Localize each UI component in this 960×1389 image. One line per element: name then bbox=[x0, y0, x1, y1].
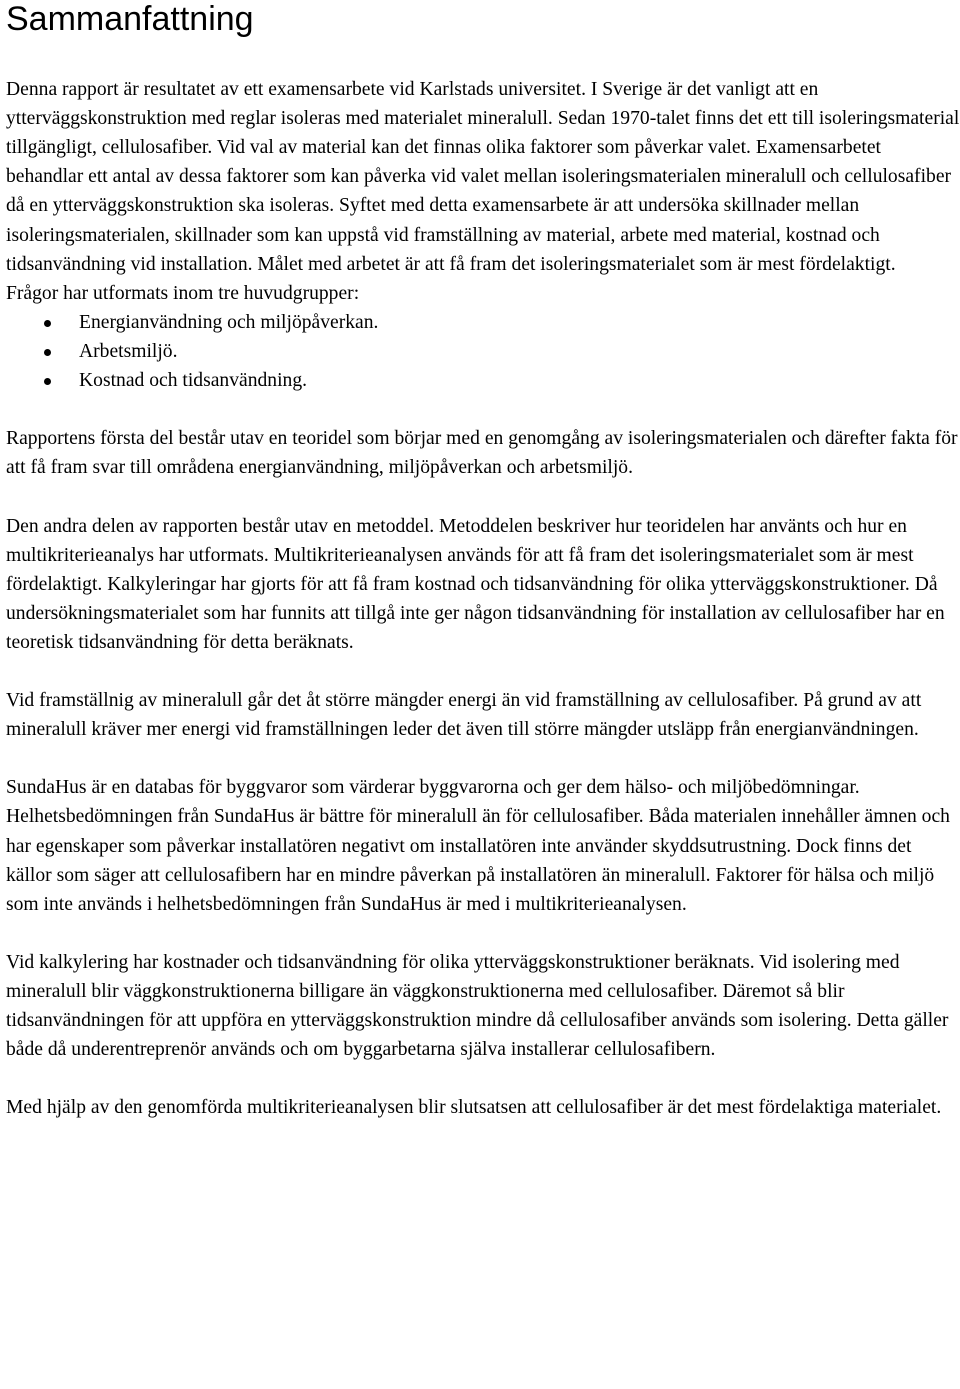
list-item-text: Energianvändning och miljöpåverkan. bbox=[79, 311, 379, 333]
list-item bbox=[6, 337, 960, 366]
list-item-text: Kostnad och tidsanvändning. bbox=[79, 370, 308, 392]
question-groups-list bbox=[6, 308, 960, 395]
bullet-icon bbox=[44, 378, 51, 385]
paragraph-method: Den andra delen av rapporten består utav en metoddel. Metoddelen beskriver hur teoridelen har använts och hur en multikriterieanalys har utformats. Multikriterieanalysen används för att få fram det isoleringsmaterialet som är mest fördelaktigt. Kalkyleringar har gjorts för att få fram kostnad och tidsanvändning för olika ytterväggskonstruktioner. Då undersökningsmaterialet som har funnits att tillgå inte ger någon tidsanvändning för installation av cellulosafiber har en teoretisk tidsanvändning för detta beräknats. bbox=[6, 515, 945, 653]
spacer bbox=[6, 1064, 960, 1093]
bullet-icon bbox=[44, 320, 51, 327]
spacer bbox=[6, 482, 960, 511]
spacer bbox=[6, 919, 960, 948]
spacer bbox=[6, 744, 960, 773]
list-item bbox=[6, 366, 960, 395]
paragraph-structure: Rapportens första del består utav en teoridel som börjar med en genomgång av isoleringsmaterialen och därefter fakta för att få fram svar till områdena energianvändning, miljöpåverkan och arbetsmiljö. bbox=[6, 428, 958, 479]
list-intro: Frågor har utformats inom tre huvudgrupper: bbox=[6, 282, 360, 304]
page-title: Sammanfattning bbox=[6, 0, 254, 38]
spacer bbox=[6, 657, 960, 686]
summary-body bbox=[6, 46, 960, 1122]
paragraph-energy: Vid framställnig av mineralull går det åt större mängder energi än vid framställning av cellulosafiber. På grund av att mineralull kräver mer energi vid framställningen leder det även till större mängder utsläpp från energianvändningen. bbox=[6, 690, 922, 741]
spacer bbox=[6, 46, 960, 75]
paragraph-health: SundaHus är en databas för byggvaror som värderar byggvarorna och ger dem hälso- och miljöbedömningar. Helhetsbedömningen från SundaHus är bättre för mineralull än för cellulosafiber. Båda materialen innehåller ämnen och har egenskaper som påverkar installatören negativt om installatören inte använder skyddsutrustning. Dock finns det källor som säger att cellulosafibern har en mindre påverkan på installatören än mineralull. Faktorer för hälsa och miljö som inte används i helhetsbedömningen från SundaHus är med i multikriterieanalysen. bbox=[6, 777, 950, 915]
list-item bbox=[6, 308, 960, 337]
list-item-text: Arbetsmiljö. bbox=[79, 340, 178, 362]
bullet-icon bbox=[44, 349, 51, 356]
paragraph-conclusion: Med hjälp av den genomförda multikriterieanalysen blir slutsatsen att cellulosafiber är det mest fördelaktiga materialet. bbox=[6, 1097, 942, 1119]
paragraph-cost: Vid kalkylering har kostnader och tidsanvändning för olika ytterväggskonstruktioner beräknats. Vid isolering med mineralull blir väggkonstruktionerna billigare än väggkonstruktionerna med cellulosafiber. Däremot så blir tidsanvändningen för att uppföra en ytterväggskonstruktion mindre då cellulosafiber används som isolering. Detta gäller både då underentreprenör används och om byggarbetarna själva installerar cellulosafibern. bbox=[6, 951, 949, 1061]
intro-paragraph: Denna rapport är resultatet av ett examensarbete vid Karlstads universitet. I Sverige är det vanligt att en ytterväggskonstruktion med reglar isoleras med materialet mineralull. Sedan 1970-talet finns det ett till isoleringsmaterial tillgängligt, cellulosafiber. Vid val av material kan det finnas olika faktorer som påverkar valet. Examensarbetet behandlar ett antal av dessa faktorer som kan påverka vid valet mellan isoleringsmaterialen mineralull och cellulosafiber då en ytterväggskonstruktion ska isoleras. Syftet med detta examensarbete är att undersöka skillnader mellan isoleringsmaterialen, skillnader som kan uppstå vid framställning av material, arbete med material, kostnad och tidsanvändning vid installation. Målet med arbetet är att få fram det isoleringsmaterialet som är mest fördelaktigt. bbox=[6, 79, 960, 275]
spacer bbox=[6, 395, 960, 424]
